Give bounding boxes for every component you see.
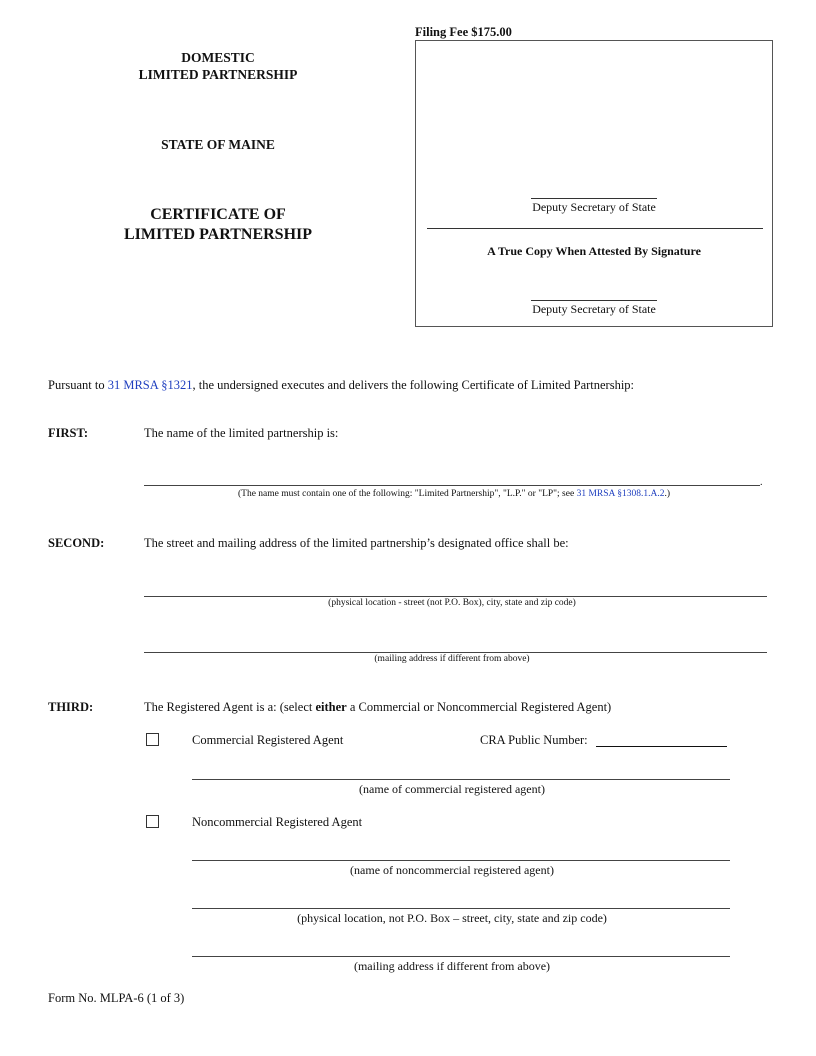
office-mailing-address-line — [144, 652, 767, 653]
section-second-label: SECOND: — [48, 536, 105, 550]
filing-box-divider — [427, 228, 763, 229]
commercial-agent-name-caption: (name of commercial registered agent) — [359, 782, 545, 796]
office-mailing-address-caption: (mailing address if different from above) — [374, 654, 530, 664]
header-domestic — [118, 49, 318, 83]
office-mailing-address-field[interactable] — [144, 634, 767, 652]
page-title — [88, 205, 348, 245]
header-line-limited-partnership: LIMITED PARTNERSHIP — [138, 67, 298, 82]
statute-link-1321[interactable]: 31 MRSA §1321 — [107, 378, 193, 392]
noncommercial-agent-name-caption: (name of noncommercial registered agent) — [350, 863, 554, 877]
cra-public-number-line — [596, 746, 727, 747]
commercial-agent-checkbox[interactable] — [146, 733, 159, 746]
section-third-text — [144, 700, 611, 715]
noncommercial-agent-physical-field[interactable] — [192, 891, 730, 909]
intro-suffix: , the undersigned executes and delivers the following Certificate of Limited Partnership: — [192, 378, 635, 392]
intro-statement — [48, 378, 634, 393]
signature-label-1: Deputy Secretary of State — [532, 200, 656, 214]
section-first-text: The name of the limited partnership is: — [144, 426, 339, 440]
partnership-name-period: . — [760, 477, 763, 488]
section-first-label: FIRST: — [48, 426, 89, 440]
partnership-name-caption — [144, 489, 764, 499]
noncommercial-agent-name-line — [192, 860, 730, 861]
form-number: Form No. MLPA-6 (1 of 3) — [48, 991, 185, 1005]
office-physical-address-line — [144, 596, 767, 597]
partnership-name-field[interactable] — [144, 468, 760, 486]
cra-public-number-field[interactable] — [596, 731, 727, 747]
statute-link-1308[interactable]: 31 MRSA §1308.1.A.2 — [576, 489, 665, 499]
noncommercial-agent-checkbox[interactable] — [146, 815, 159, 828]
noncommercial-agent-physical-line — [192, 908, 730, 909]
noncommercial-agent-mailing-line — [192, 956, 730, 957]
third-text-suffix: a Commercial or Noncommercial Registered Agent) — [346, 700, 612, 714]
office-physical-address-field[interactable] — [144, 578, 767, 596]
section-second-text: The street and mailing address of the limited partnership’s designated office shall be: — [144, 536, 569, 550]
partnership-name-line — [144, 485, 760, 486]
caption-suffix: .) — [664, 489, 670, 499]
noncommercial-agent-name-field[interactable] — [192, 843, 730, 861]
section-third-label: THIRD: — [48, 700, 94, 714]
commercial-agent-name-field[interactable] — [192, 762, 730, 780]
noncommercial-agent-physical-caption: (physical location, not P.O. Box – street, city, state and zip code) — [297, 911, 607, 925]
header-state: STATE OF MAINE — [161, 137, 275, 152]
filing-box — [415, 40, 773, 327]
caption-prefix: (The name must contain one of the following: "Limited Partnership", "L.P." or "LP"; see — [238, 489, 577, 499]
page-title-line-1: CERTIFICATE OF — [150, 206, 286, 223]
header-line-domestic: DOMESTIC — [181, 50, 255, 65]
third-text-prefix: The Registered Agent is a: (select — [144, 700, 316, 714]
noncommercial-agent-label: Noncommercial Registered Agent — [192, 815, 363, 829]
signature-line-1 — [531, 198, 657, 199]
signature-line-2 — [531, 300, 657, 301]
signature-label-2: Deputy Secretary of State — [532, 302, 656, 316]
commercial-agent-name-line — [192, 779, 730, 780]
office-physical-address-caption: (physical location - street (not P.O. Box), city, state and zip code) — [328, 598, 576, 608]
intro-prefix: Pursuant to — [48, 378, 108, 392]
commercial-agent-label: Commercial Registered Agent — [192, 733, 344, 747]
noncommercial-agent-mailing-caption: (mailing address if different from above) — [353, 959, 551, 973]
filing-fee: Filing Fee $175.00 — [415, 25, 512, 39]
page-title-line-2: LIMITED PARTNERSHIP — [123, 226, 313, 243]
noncommercial-agent-mailing-field[interactable] — [192, 939, 730, 957]
third-text-either: either — [315, 700, 347, 714]
true-copy-label: A True Copy When Attested By Signature — [487, 244, 701, 258]
cra-public-number-label: CRA Public Number: — [480, 733, 588, 747]
